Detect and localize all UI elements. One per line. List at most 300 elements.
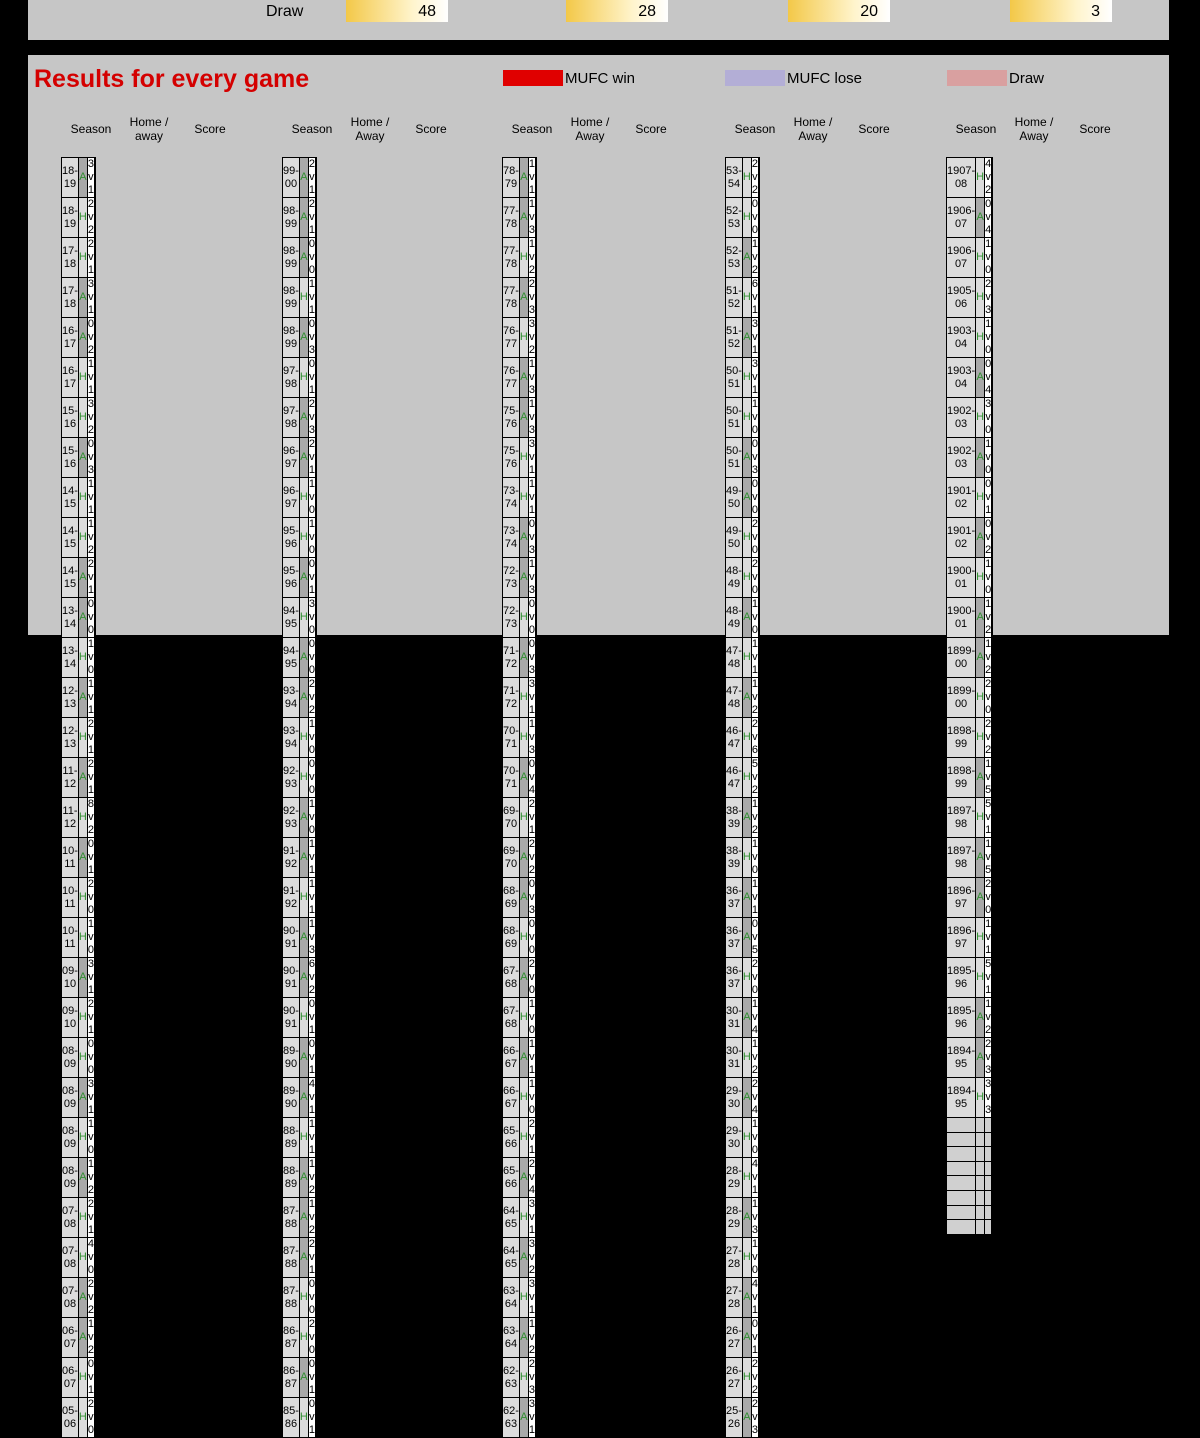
table-row	[947, 278, 993, 318]
venue-cell: A	[78, 758, 87, 798]
season-cell: 1905-06	[947, 278, 976, 318]
venue-cell: H	[299, 598, 308, 638]
venue-cell: H	[976, 398, 985, 438]
season-cell: 30-31	[726, 1038, 743, 1078]
result-lose-cell	[992, 838, 993, 878]
table-row	[503, 918, 537, 958]
venue-cell: H	[976, 158, 985, 198]
table-row	[503, 758, 537, 798]
season-cell: 1900-01	[947, 598, 976, 638]
venue-cell: H	[299, 1278, 308, 1318]
score-cell: 1 v 0	[985, 238, 992, 276]
season-cell: 98-99	[283, 238, 300, 278]
score-cell: 1 v 3	[528, 358, 535, 396]
result-win-cell	[94, 1118, 95, 1158]
season-cell: 07-08	[62, 1198, 79, 1238]
table-row	[726, 1398, 760, 1438]
season-cell: 77-78	[503, 198, 520, 238]
venue-cell: H	[976, 238, 985, 278]
score-cell: 5 v 1	[985, 958, 992, 996]
venue-cell: H	[78, 1118, 87, 1158]
score-cell: 3 v 2	[87, 398, 94, 436]
season-cell: 90-91	[283, 998, 300, 1038]
result-win-cell	[758, 558, 759, 598]
table-row	[726, 238, 760, 278]
season-cell: 1907-08	[947, 158, 976, 198]
season-cell: 66-67	[503, 1078, 520, 1118]
score-cell: 2 v 2	[528, 838, 535, 876]
score-cell: 1 v 0	[528, 998, 535, 1036]
table-row	[726, 158, 760, 198]
score-cell: 2 v 1	[87, 558, 94, 596]
result-lose-cell	[315, 558, 316, 598]
season-cell: 1896-97	[947, 878, 976, 918]
table-row	[503, 1278, 537, 1318]
season-cell: 77-78	[503, 278, 520, 318]
score-cell: 0 v 0	[308, 238, 315, 276]
season-cell: 49-50	[726, 478, 743, 518]
result-win-cell	[758, 358, 759, 398]
header-season: Season	[511, 122, 553, 136]
season-cell: 92-93	[283, 798, 300, 838]
table-row	[726, 1198, 760, 1238]
venue-cell: A	[78, 1078, 87, 1118]
result-draw-cell	[315, 1118, 316, 1158]
table-row	[503, 878, 537, 918]
empty-cell	[976, 1132, 985, 1147]
venue-cell: H	[519, 918, 528, 958]
venue-cell: H	[519, 798, 528, 838]
score-cell: 1 v 0	[751, 1118, 758, 1156]
table-row	[283, 1078, 317, 1118]
season-cell: 93-94	[283, 678, 300, 718]
results-table	[725, 157, 760, 1438]
season-cell: 97-98	[283, 358, 300, 398]
venue-cell: H	[742, 1118, 751, 1158]
result-lose-cell	[315, 398, 316, 438]
header-home-away: Home / Away	[350, 115, 390, 143]
empty-row	[947, 1147, 993, 1162]
score-cell: 3 v 1	[528, 438, 535, 476]
result-draw-cell	[758, 198, 759, 238]
venue-cell: A	[742, 1078, 751, 1118]
result-win-cell	[315, 1078, 316, 1118]
score-cell: 3 v 1	[528, 678, 535, 716]
empty-cell	[985, 1161, 992, 1176]
result-win-cell	[535, 958, 536, 998]
score-cell: 1 v 3	[528, 198, 535, 236]
score-cell: 4 v 1	[751, 1278, 758, 1316]
season-cell: 1896-97	[947, 918, 976, 958]
table-row	[283, 318, 317, 358]
venue-cell: A	[78, 1158, 87, 1198]
venue-cell: A	[742, 598, 751, 638]
table-row	[62, 398, 96, 438]
result-lose-cell	[535, 638, 536, 678]
venue-cell: H	[78, 518, 87, 558]
table-row	[726, 598, 760, 638]
season-cell: 88-89	[283, 1158, 300, 1198]
result-lose-cell	[535, 878, 536, 918]
table-row	[947, 998, 993, 1038]
venue-cell: A	[299, 798, 308, 838]
result-win-cell	[758, 1278, 759, 1318]
venue-cell: A	[78, 838, 87, 878]
table-row	[726, 278, 760, 318]
venue-cell: H	[519, 1278, 528, 1318]
result-win-cell	[94, 958, 95, 998]
venue-cell: H	[519, 238, 528, 278]
score-cell: 1 v 1	[308, 838, 315, 876]
season-cell: 47-48	[726, 638, 743, 678]
score-cell: 2 v 1	[308, 198, 315, 236]
table-row	[503, 998, 537, 1038]
season-cell: 99-00	[283, 158, 300, 198]
table-row	[283, 238, 317, 278]
table-row	[947, 558, 993, 598]
venue-cell: A	[78, 958, 87, 998]
season-cell: 53-54	[726, 158, 743, 198]
table-row	[62, 1238, 96, 1278]
season-cell: 25-26	[726, 1398, 743, 1438]
score-cell: 1 v 1	[87, 358, 94, 396]
empty-cell	[947, 1147, 976, 1162]
table-row	[947, 198, 993, 238]
result-lose-cell	[315, 918, 316, 958]
score-cell: 2 v 0	[985, 878, 992, 916]
season-cell: 11-12	[62, 798, 79, 838]
venue-cell: A	[519, 758, 528, 798]
table-row	[947, 958, 993, 998]
season-cell: 87-88	[283, 1198, 300, 1238]
table-row	[283, 758, 317, 798]
venue-cell: H	[78, 358, 87, 398]
table-row	[503, 198, 537, 238]
venue-cell: A	[742, 998, 751, 1038]
table-row	[503, 1038, 537, 1078]
header-score: Score	[415, 122, 447, 136]
season-cell: 95-96	[283, 558, 300, 598]
result-win-cell	[315, 478, 316, 518]
season-cell: 62-63	[503, 1398, 520, 1438]
score-cell: 1 v 0	[308, 478, 315, 516]
venue-cell: H	[519, 718, 528, 758]
season-cell: 95-96	[283, 518, 300, 558]
venue-cell: H	[78, 238, 87, 278]
venue-cell: H	[742, 638, 751, 678]
table-row	[503, 638, 537, 678]
table-row	[62, 438, 96, 478]
score-cell: 0 v 2	[985, 518, 992, 556]
venue-cell: H	[519, 598, 528, 638]
table-row	[62, 558, 96, 598]
table-row	[503, 598, 537, 638]
table-row	[726, 478, 760, 518]
result-draw-cell	[758, 1358, 759, 1398]
venue-cell: A	[519, 878, 528, 918]
table-row	[503, 1078, 537, 1118]
table-row	[503, 718, 537, 758]
table-row	[947, 598, 993, 638]
score-cell: 0 v 1	[87, 838, 94, 876]
score-cell: 0 v 1	[308, 1038, 315, 1076]
season-cell: 97-98	[283, 398, 300, 438]
season-cell: 67-68	[503, 998, 520, 1038]
table-row	[947, 638, 993, 678]
season-cell: 51-52	[726, 318, 743, 358]
venue-cell: A	[519, 558, 528, 598]
score-cell: 5 v 2	[751, 758, 758, 796]
score-cell: 0 v 1	[308, 358, 315, 396]
season-cell: 08-09	[62, 1078, 79, 1118]
season-cell: 46-47	[726, 758, 743, 798]
season-cell: 52-53	[726, 238, 743, 278]
venue-cell: H	[742, 1238, 751, 1278]
venue-cell: H	[78, 1038, 87, 1078]
result-win-cell	[758, 758, 759, 798]
season-cell: 52-53	[726, 198, 743, 238]
result-draw-cell	[535, 918, 536, 958]
score-cell: 0 v 3	[308, 318, 315, 356]
venue-cell: H	[299, 478, 308, 518]
score-cell: 2 v 2	[87, 198, 94, 236]
season-cell: 1899-00	[947, 638, 976, 678]
venue-cell: H	[742, 198, 751, 238]
score-cell: 1 v 0	[985, 438, 992, 476]
venue-cell: H	[519, 678, 528, 718]
score-cell: 0 v 4	[528, 758, 535, 796]
table-row	[283, 518, 317, 558]
result-draw-cell	[535, 158, 536, 198]
table-row	[283, 478, 317, 518]
season-cell: 38-39	[726, 838, 743, 878]
empty-cell	[976, 1118, 985, 1133]
venue-cell: A	[742, 678, 751, 718]
season-cell: 38-39	[726, 798, 743, 838]
result-draw-cell	[758, 638, 759, 678]
venue-cell: A	[78, 1278, 87, 1318]
score-cell: 2 v 3	[985, 278, 992, 316]
season-cell: 26-27	[726, 1358, 743, 1398]
score-cell: 8 v 2	[87, 798, 94, 836]
result-lose-cell	[535, 1158, 536, 1198]
season-cell: 14-15	[62, 558, 79, 598]
venue-cell: A	[299, 438, 308, 478]
score-cell: 2 v 4	[751, 1078, 758, 1116]
score-cell: 2 v 3	[528, 1358, 535, 1396]
score-cell: 0 v 4	[985, 198, 992, 236]
season-cell: 1901-02	[947, 518, 976, 558]
table-row	[726, 1358, 760, 1398]
result-lose-cell	[992, 1038, 993, 1078]
table-row	[503, 678, 537, 718]
venue-cell: A	[519, 1158, 528, 1198]
score-cell: 3 v 1	[87, 958, 94, 996]
table-row	[283, 1398, 317, 1438]
score-cell: 1 v 0	[308, 718, 315, 756]
empty-row	[947, 1176, 993, 1191]
header-home-away: Home / away	[129, 115, 169, 143]
table-row	[283, 878, 317, 918]
result-win-cell	[535, 1238, 536, 1278]
venue-cell: A	[78, 158, 87, 198]
score-cell: 3 v 1	[87, 278, 94, 316]
table-row	[726, 998, 760, 1038]
venue-cell: A	[299, 1038, 308, 1078]
results-table	[61, 157, 96, 1438]
table-row	[62, 1318, 96, 1358]
venue-cell: H	[976, 558, 985, 598]
venue-cell: A	[742, 1198, 751, 1238]
venue-cell: A	[976, 518, 985, 558]
season-cell: 90-91	[283, 958, 300, 998]
result-draw-cell	[992, 918, 993, 958]
venue-cell: A	[976, 758, 985, 798]
score-cell: 2 v 1	[528, 1118, 535, 1156]
venue-cell: A	[976, 598, 985, 638]
season-cell: 12-13	[62, 678, 79, 718]
season-cell: 66-67	[503, 1038, 520, 1078]
venue-cell: A	[299, 958, 308, 998]
score-cell: 1 v 3	[751, 1198, 758, 1236]
result-win-cell	[535, 1198, 536, 1238]
score-cell: 2 v 0	[87, 878, 94, 916]
score-cell: 4 v 1	[751, 1158, 758, 1196]
table-row	[503, 1198, 537, 1238]
score-cell: 0 v 1	[751, 1318, 758, 1356]
result-draw-cell	[758, 878, 759, 918]
score-cell: 1 v 1	[528, 158, 535, 196]
table-row	[947, 918, 993, 958]
venue-cell: H	[299, 518, 308, 558]
venue-cell: A	[299, 318, 308, 358]
result-lose-cell	[535, 238, 536, 278]
score-cell: 2 v 3	[751, 1398, 758, 1436]
table-row	[283, 1278, 317, 1318]
result-lose-cell	[535, 558, 536, 598]
season-cell: 28-29	[726, 1158, 743, 1198]
table-row	[503, 358, 537, 398]
score-cell: 1 v 0	[528, 1078, 535, 1116]
result-lose-cell	[758, 998, 759, 1038]
venue-cell: A	[742, 1318, 751, 1358]
venue-cell: H	[519, 318, 528, 358]
result-win-cell	[94, 758, 95, 798]
venue-cell: A	[976, 638, 985, 678]
season-cell: 69-70	[503, 798, 520, 838]
score-cell: 2 v 0	[528, 958, 535, 996]
table-row	[62, 198, 96, 238]
season-cell: 1894-95	[947, 1038, 976, 1078]
venue-cell: H	[519, 1078, 528, 1118]
season-cell: 85-86	[283, 1398, 300, 1438]
season-cell: 14-15	[62, 478, 79, 518]
score-cell: 3 v 1	[528, 1198, 535, 1236]
table-row	[62, 1078, 96, 1118]
page-title: Results for every game	[34, 65, 310, 93]
score-cell: 3 v 3	[985, 1078, 992, 1116]
score-cell: 1 v 0	[985, 558, 992, 596]
score-cell: 3 v 2	[528, 318, 535, 356]
table-row	[62, 878, 96, 918]
result-win-cell	[992, 438, 993, 478]
season-cell: 12-13	[62, 718, 79, 758]
season-cell: 10-11	[62, 838, 79, 878]
result-win-cell	[535, 798, 536, 838]
season-cell: 09-10	[62, 958, 79, 998]
season-cell: 50-51	[726, 398, 743, 438]
score-cell: 0 v 1	[308, 558, 315, 596]
result-win-cell	[758, 278, 759, 318]
venue-cell: H	[742, 558, 751, 598]
score-cell: 2 v 0	[308, 1318, 315, 1356]
result-win-cell	[535, 318, 536, 358]
venue-cell: H	[299, 278, 308, 318]
table-row	[726, 1158, 760, 1198]
table-row	[726, 718, 760, 758]
result-win-cell	[992, 958, 993, 998]
table-row	[62, 838, 96, 878]
score-cell: 1 v 0	[751, 838, 758, 876]
venue-cell: A	[976, 998, 985, 1038]
score-cell: 2 v 3	[308, 398, 315, 436]
score-cell: 3 v 0	[308, 598, 315, 636]
season-cell: 48-49	[726, 558, 743, 598]
season-cell: 96-97	[283, 438, 300, 478]
empty-cell	[985, 1132, 992, 1147]
result-win-cell	[94, 558, 95, 598]
season-cell: 64-65	[503, 1238, 520, 1278]
header-home-away: Home / Away	[793, 115, 833, 143]
result-draw-cell	[94, 358, 95, 398]
venue-cell: A	[742, 918, 751, 958]
result-lose-cell	[94, 518, 95, 558]
score-cell: 1 v 2	[751, 1038, 758, 1076]
empty-row	[947, 1132, 993, 1147]
season-cell: 1901-02	[947, 478, 976, 518]
table-row	[726, 798, 760, 838]
season-cell: 94-95	[283, 598, 300, 638]
venue-cell: A	[742, 318, 751, 358]
score-cell: 3 v 1	[751, 318, 758, 356]
result-win-cell	[992, 558, 993, 598]
venue-cell: A	[519, 398, 528, 438]
season-cell: 16-17	[62, 318, 79, 358]
header-score: Score	[635, 122, 667, 136]
season-cell: 46-47	[726, 718, 743, 758]
table-row	[283, 958, 317, 998]
table-row	[947, 1038, 993, 1078]
table-row	[283, 1358, 317, 1398]
venue-cell: H	[742, 1358, 751, 1398]
result-win-cell	[758, 518, 759, 558]
empty-cell	[976, 1161, 985, 1176]
score-cell: 0 v 0	[528, 598, 535, 636]
season-cell: 1898-99	[947, 718, 976, 758]
table-row	[503, 1118, 537, 1158]
venue-cell: A	[976, 438, 985, 478]
result-draw-cell	[992, 1078, 993, 1118]
venue-cell: A	[742, 878, 751, 918]
result-lose-cell	[992, 278, 993, 318]
venue-cell: H	[519, 998, 528, 1038]
score-cell: 1 v 5	[985, 758, 992, 796]
result-lose-cell	[758, 1078, 759, 1118]
season-cell: 06-07	[62, 1318, 79, 1358]
venue-cell: H	[78, 1238, 87, 1278]
venue-cell: H	[78, 998, 87, 1038]
venue-cell: H	[299, 878, 308, 918]
